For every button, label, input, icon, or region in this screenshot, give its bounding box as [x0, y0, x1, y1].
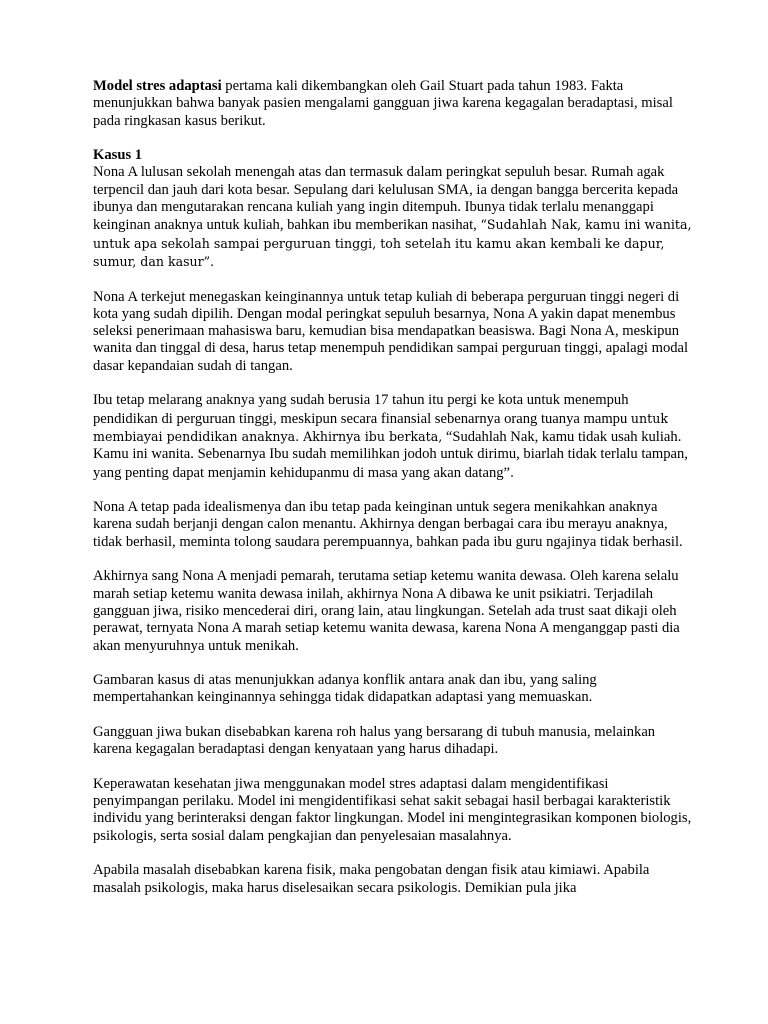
case-heading: Kasus 1 — [93, 147, 143, 164]
paragraph-6: Akhirnya sang Nona A menjadi pemarah, terutama setiap ketemu wanita dewasa. Oleh karena selalu marah setiap ketemu wanita dewasa inilah, akhirnya Nona A dibawa ke unit psikiatri. Terjadilah gangguan jiwa, risiko mencederai diri, orang lain, atau lingkungan. Setelah ada trust saat dikaji oleh perawat, ternyata Nona A marah setiap ketemu wanita dewasa, karena Nona A menganggap pasti dia akan menyuruhnya untuk menikah. — [93, 568, 680, 654]
paragraph-4-alt-1: untuk membiayai pendidikan anaknya. Akhirnya ibu berkata, — [93, 410, 668, 444]
paragraph-case-1 — [93, 147, 693, 271]
paragraph-9: Keperawatan kesehatan jiwa menggunakan model stres adaptasi dalam mengidentifikasi penyimpangan perilaku. Model ini mengidentifikasi sehat sakit sebagai hasil berbagai karakteristik individu yang berinteraksi dengan faktor lingkungan. Model ini mengintegrasikan komponen biologis, psikologis, serta sosial dalam pengkajian dan penyelesaian masalahnya. — [93, 775, 692, 844]
paragraph-4-alt-2: . — [510, 464, 515, 480]
paragraph-intro — [93, 78, 693, 130]
paragraph-4-text-1: Ibu tetap melarang anaknya yang sudah berusia 17 tahun itu pergi ke kota untuk menempuh pendidikan di perguruan tinggi, meskipun secara finansial sebenarnya orang tuanya mampu — [93, 392, 631, 427]
paragraph-7: Gambaran kasus di atas menunjukkan adanya konflik antara anak dan ibu, yang saling mempertahankan keinginannya sehingga tidak didapatkan adaptasi yang memuaskan. — [93, 672, 597, 706]
paragraph-5: Nona A tetap pada idealismenya dan ibu tetap pada keinginan untuk segera menikahkan anaknya karena sudah berjanji dengan calon menantu. Akhirnya dengan berbagai cara ibu merayu anaknya, tidak berhasil, meminta tolong saudara perempuannya, bahkan pada ibu guru ngajinya tidak berhasil. — [93, 499, 683, 550]
paragraph-3: Nona A terkejut menegaskan keinginannya untuk tetap kuliah di beberapa perguruan tinggi negeri di kota yang sudah dipilih. Dengan modal peringkat sepuluh besarnya, Nona A yakin dapat menembus seleksi penerimaan mahasiswa baru, kemudian bisa mendapatkan beasiswa. Bagi Nona A, meskipun wanita dan tinggal di desa, harus tetap menempuh pendidikan sampai perguruan tinggi, apalagi modal dasar kepandaian sudah di tangan. — [93, 288, 689, 374]
document-page — [93, 78, 693, 914]
paragraph-8: Gangguan jiwa bukan disebabkan karena roh halus yang bersarang di tubuh manusia, melainkan karena kegagalan beradaptasi dengan kenyataan yang harus dihadapi. — [93, 723, 656, 758]
case-1-text: Nona A lulusan sekolah menengah atas dan termasuk dalam peringkat sepuluh besar. Rumah agak terpencil dan jauh dari kota besar. Sepulang dari kelulusan SMA, ia dengan bangga bercerita kepada ibunya dan mengutarakan rencana kuliah yang ingin ditempuh. Ibunya tidak terlalu menanggapi keinginan anaknya untuk kuliah, bahkan ibu memberikan nasihat, — [93, 164, 679, 234]
paragraph-10: Apabila masalah disebabkan karena fisik, maka pengobatan dengan fisik atau kimiawi. Apabila masalah psikologis, maka harus diselesaikan secara psikologis. Demikian pula jika — [93, 862, 650, 896]
paragraph-4 — [93, 392, 693, 481]
case-1-quote: “Sudahlah Nak, kamu ini wanita, untuk apa sekolah sampai perguruan tinggi, toh setelah itu kamu akan kembali ke dapur, sumur, dan kasur”. — [93, 217, 692, 269]
paragraph-4-text-2: “Sudahlah Nak, kamu tidak usah kuliah. Kamu ini wanita. Sebenarnya Ibu sudah memilihkan jodoh untuk dirimu, biarlah tidak terlalu tampan, yang penting dapat menjamin kehidupanmu di masa yang akan datang” — [93, 428, 688, 481]
intro-lead-term: Model stres adaptasi — [93, 78, 222, 94]
intro-text: pertama kali dikembangkan oleh Gail Stuart pada tahun 1983. Fakta menunjukkan bahwa banyak pasien mengalami gangguan jiwa karena kegagalan beradaptasi, misal pada ringkasan kasus berikut. — [93, 78, 673, 129]
